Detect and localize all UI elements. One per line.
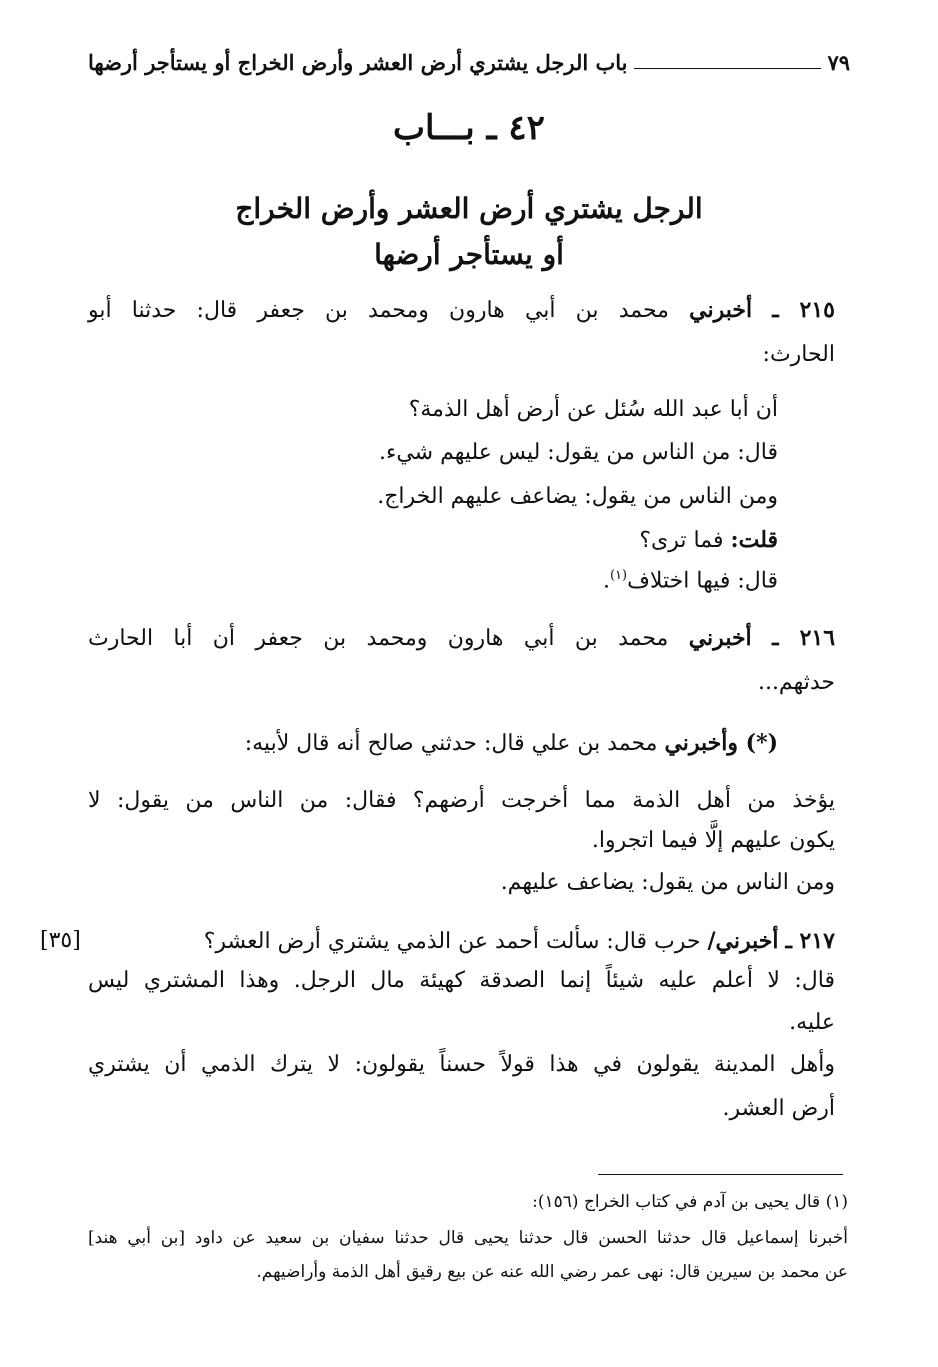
footnote-line-2: أخبرنا إسماعيل قال حدثنا الحسن قال حدثنا يحيى قال حدثنا سفيان بن سعيد عن داود [بن أبي هند] (88, 1228, 848, 1248)
entry-215-line-2: الحارث: (762, 342, 835, 367)
entry-216-star-key: (*) وأخبرني (664, 730, 778, 756)
entry-215-line-1 (88, 297, 835, 323)
footnote-line-1: (١) قال يحيى بن آدم في كتاب الخراج (١٥٦): (532, 1192, 848, 1212)
entry-216-text: محمد بن أبي هارون ومحمد بن جعفر أن أبا الحارث (88, 626, 689, 651)
manuscript-folio-marker: [٣٥] (40, 928, 81, 953)
entry-217-line-3: عليه. (789, 1010, 835, 1035)
entry-217-line-5: أرض العشر. (722, 1096, 835, 1121)
entry-217-text: حرب قال: سألت أحمد عن الذمي يشتري أرض العشر؟ (203, 929, 708, 954)
page-number: ٧٩ (827, 49, 850, 75)
footnote-line-3: عن محمد بن سيرين قال: نهى عمر رضي الله عنه عن بيع رقيق أهل الذمة وأراضيهم. (256, 1262, 848, 1282)
running-header (88, 42, 850, 82)
entry-216-para-1-line-1: يؤخذ من أهل الذمة مما أخرجت أرضهم؟ فقال: من الناس من يقول: لا (88, 788, 835, 813)
chapter-title-line-1: الرجل يشتري أرض العشر وأرض الخراج (235, 192, 703, 225)
entry-215-text: محمد بن أبي هارون ومحمد بن جعفر قال: حدثنا أبو (88, 298, 690, 323)
chapter-heading: ٤٢ ـ بـــاب (393, 108, 545, 148)
entry-217-line-2: قال: لا أعلم عليه شيئاً إنما الصدقة كهيئة مال الرجل. وهذا المشتري ليس (88, 968, 835, 993)
header-rule (634, 68, 822, 69)
entry-215-said-key: قلت: (730, 527, 778, 553)
entry-216-line-1 (88, 625, 835, 651)
entry-216-para-2: ومن الناس من يقول: يضاعف عليهم. (500, 870, 835, 895)
entry-215-quote-4-text: فما ترى؟ (639, 528, 731, 553)
entry-215-number: ٢١٥ ـ (772, 297, 835, 323)
footnote-reference: (١) (609, 568, 628, 583)
entry-215-key: أخبرني (689, 297, 753, 323)
entry-217-line-1 (204, 928, 835, 954)
entry-217-number: ٢١٧ ـ (785, 928, 835, 954)
entry-216-line-2: حدثهم... (757, 670, 835, 695)
entry-217-line-4: وأهل المدينة يقولون في هذا قولاً حسناً يقولون: لا يترك الذمي أن يشتري (88, 1052, 835, 1077)
entry-216-star-text: محمد بن علي قال: حدثني صالح أنه قال لأبيه: (244, 731, 665, 756)
entry-215-quote-2: قال: من الناس من يقول: ليس عليهم شيء. (379, 440, 778, 465)
entry-215-quote-1: أن أبا عبد الله سُئل عن أرض أهل الذمة؟ (408, 397, 778, 422)
chapter-title-line-2: أو يستأجر أرضها (374, 238, 564, 271)
entry-215-quote-3: ومن الناس من يقول: يضاعف عليهم الخراج. (377, 484, 778, 509)
entry-216-key: أخبرني (688, 625, 752, 651)
entry-215-quote-5-end: . (602, 568, 610, 594)
entry-215-quote-5 (603, 568, 778, 593)
footnote-separator (598, 1174, 843, 1175)
entry-217-key: أخبرني/ (707, 928, 779, 954)
running-title: باب الرجل يشتري أرض العشر وأرض الخراج أو يستأجر أرضها (88, 49, 628, 75)
entry-215-quote-4 (639, 527, 778, 553)
entry-216-star-line (245, 730, 778, 756)
entry-216-para-1-line-2: يكون عليهم إلَّا فيما اتجروا. (591, 828, 835, 853)
entry-215-quote-5-text: قال: فيها اختلاف (627, 568, 778, 594)
entry-216-number: ٢١٦ ـ (772, 625, 836, 651)
